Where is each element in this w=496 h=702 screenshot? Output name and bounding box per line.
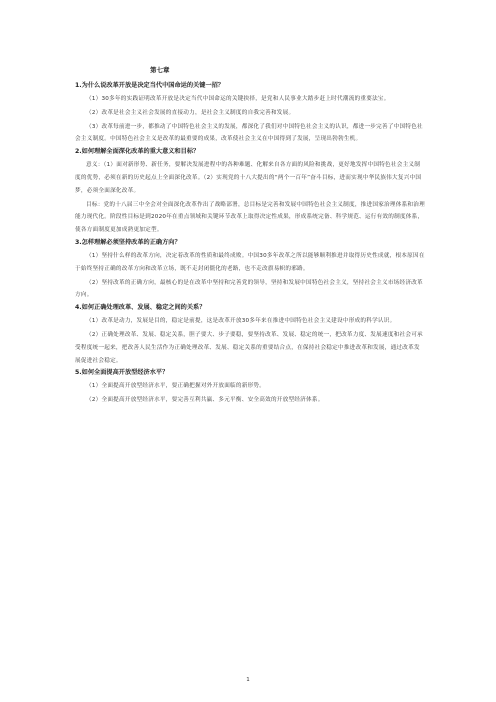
section-paragraph: （2）改革是社会主义社会发展的直接动力，是社会主义制度的自我完善和发展。 <box>86 109 295 116</box>
chapter-title: 第七章 <box>150 66 170 74</box>
section-paragraph: （1）坚持什么样的改革方向，决定着改革的性质和最终成败。中国30多年改革之所以能够顺利推进并取得历史性成就，根本原因在于始终坚持正确的改革方向和改革立场，既不走封闭僵化的老路，也不走改旗易帜的邪路。 <box>75 252 425 272</box>
section-paragraph: 目标：党的十八届三中全会对全面深化改革作出了战略部署，总目标是完善和发展中国特色社会主义制度，推进国家治理体系和治理能力现代化。阶段性目标是到2020年在重点领域和关键环节改革上取得决定性成果，形成系统完备、科学规范、运行有效的制度体系，使各方面制度更加成熟更加定型。 <box>75 201 425 234</box>
section-paragraph: 意义：（1）面对新形势、新任务，要解决发展进程中的各种难题、化解来自各方面的风险和挑战，更好地发挥中国特色社会主义制度的优势，必须在新的历史起点上全面深化改革。（2）实现党的十八大提出的“两个一百年”奋斗目标，进而实现中华民族伟大复兴中国梦，必须全面深化改革。 <box>75 162 422 194</box>
section-1 <box>75 81 425 146</box>
section-4 <box>75 303 425 367</box>
page-number: 1 <box>246 677 250 683</box>
section-question: 5.如何全面提高开放型经济水平？ <box>75 369 169 377</box>
section-paragraph: （1）改革是动力，发展是目的，稳定是前提，这是改革开放30多年来在推进中国特色社会主义建设中形成的科学认识。 <box>86 318 396 325</box>
section-question: 3.怎样理解必须坚持改革的正确方向？ <box>75 238 181 246</box>
section-paragraph: （2）全面提高开放型经济水平，要完善互利共赢、多元平衡、安全高效的开放型经济体系。 <box>86 397 324 404</box>
section-3 <box>75 238 425 302</box>
section-question: 2.如何理解全面深化改革的重大意义和目标？ <box>75 148 200 156</box>
section-paragraph: （1）30多年的实践证明改革开放是决定当代中国命运的关键抉择，是党和人民事业大踏步赶上时代潮流的重要法宝。 <box>86 96 390 102</box>
section-5 <box>75 368 425 407</box>
section-paragraph: （2）正确处理改革、发展、稳定关系，胆子要大、步子要稳，要坚持改革、发展、稳定的统一，把改革力度、发展速度和社会可承受程度统一起来，把改善人民生活作为正确处理改革、发展、稳定关系的重要结合点，在保持社会稳定中推进改革和发展，通过改革发展促进社会稳定。 <box>75 331 423 364</box>
section-paragraph: （1）全面提高开放型经济水平，要正确把握对外开放面临的新形势。 <box>86 383 266 390</box>
section-question: 1.为什么说改革开放是决定当代中国命运的关键一招？ <box>75 82 224 89</box>
section-paragraph: （3）改革每前进一步，都推动了中国特色社会主义的发展，都深化了我们对中国特色社会主义的认识，都进一步完善了中国特色社会主义制度。中国特色社会主义是改革的最重要的成果，改革使社会主义在中国得到了发展，呈现出勃勃生机。 <box>75 123 423 143</box>
page-content <box>75 66 425 408</box>
section-2 <box>75 147 425 237</box>
section-paragraph: （2）坚持改革的正确方向，最核心的是在改革中坚持和完善党的领导，坚持和发展中国特色社会主义，坚持社会主义市场经济改革方向。 <box>75 279 423 299</box>
section-question: 4.如何正确处理改革、发展、稳定之间的关系？ <box>75 304 206 312</box>
